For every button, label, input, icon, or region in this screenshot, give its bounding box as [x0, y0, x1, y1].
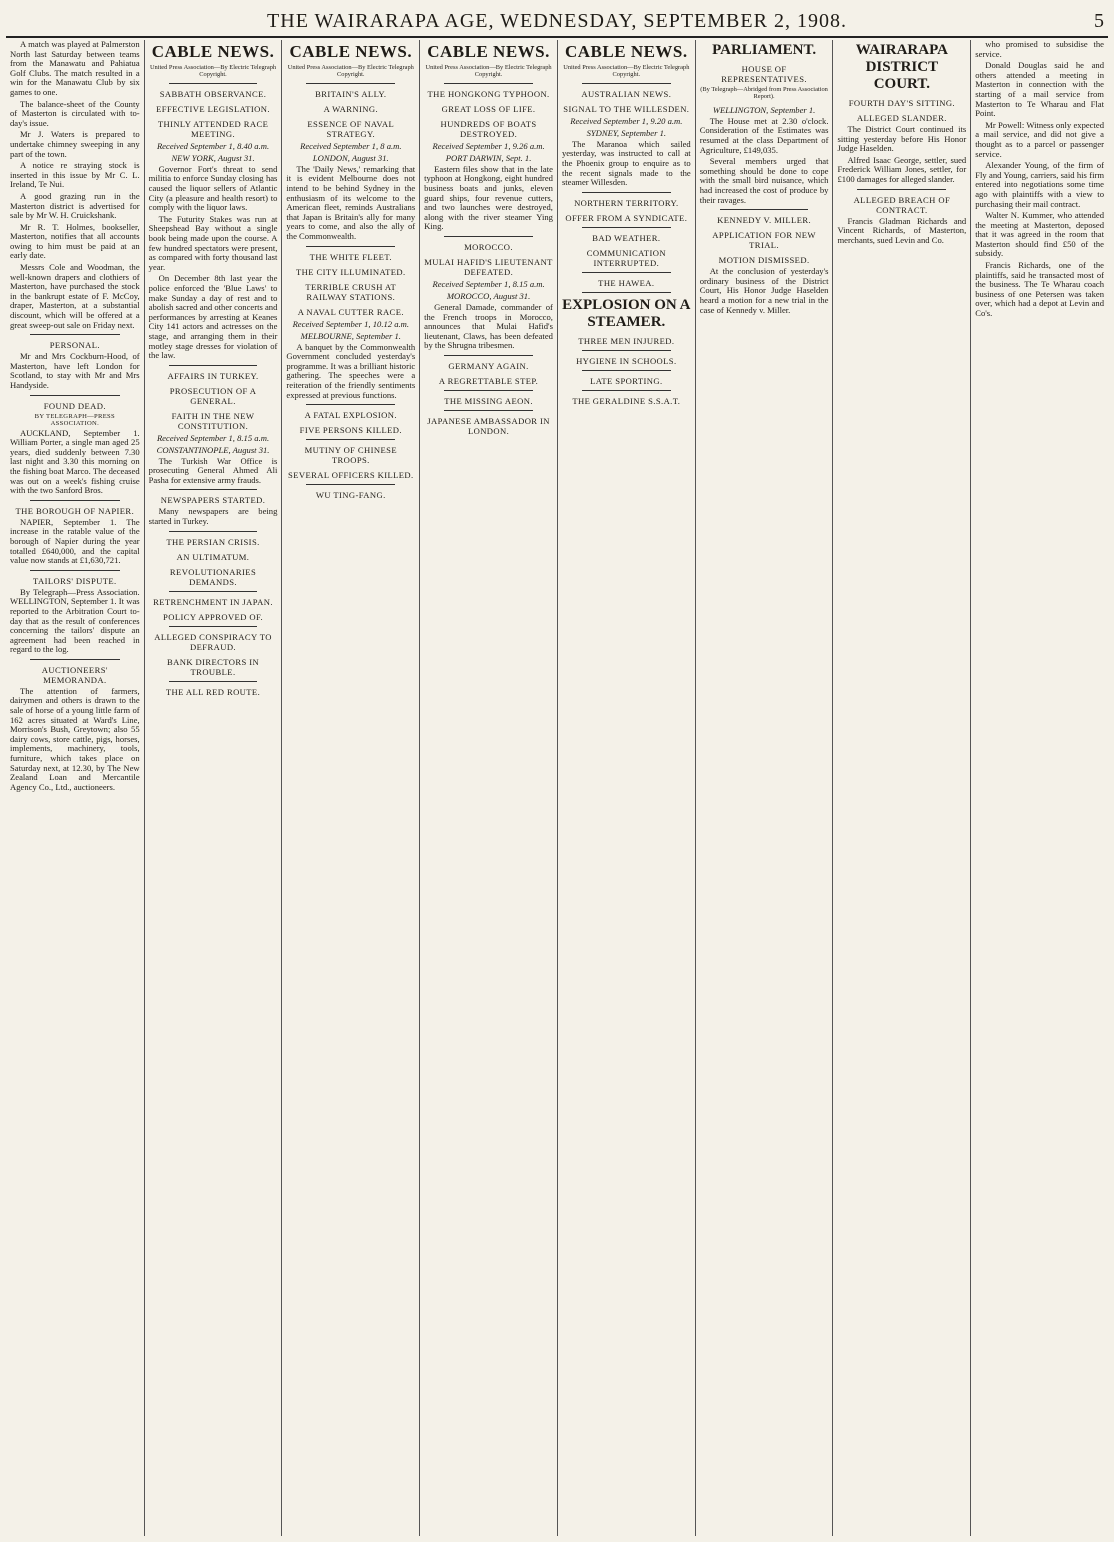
- article-heading: LATE SPORTING.: [590, 375, 663, 386]
- article-subheading: APPLICATION FOR NEW TRIAL.: [712, 230, 816, 251]
- received-line: Received September 1, 8 a.m.: [300, 140, 402, 151]
- divider: [444, 355, 533, 356]
- divider: [30, 659, 120, 660]
- received-line: Received September 1, 8.15 a.m.: [432, 278, 545, 289]
- column-header: CABLE NEWS.: [565, 42, 688, 61]
- divider: [30, 395, 120, 396]
- divider: [169, 626, 258, 627]
- section-heading: TAILORS' DISPUTE.: [33, 575, 117, 586]
- article-heading: WU TING-FANG.: [315, 490, 386, 501]
- divider: [444, 410, 533, 411]
- article-heading: THE HONGKONG TYPHOON.: [427, 88, 550, 99]
- paragraph: At the conclusion of yesterday's ordinary business of the District Court, His Honor Judge Haselden heard a motion for a new trial in the case of Kennedy v. Miller.: [699, 266, 829, 315]
- article-subheading: FOURTH DAY'S SITTING.: [848, 98, 955, 108]
- article-subheading: THINLY ATTENDED RACE MEETING.: [157, 118, 269, 139]
- paragraph: Donald Douglas said he and others attended a meeting in Masterton in connection with the starting of a mail service from Masterton to Te Wharau and Flat Point.: [975, 60, 1104, 119]
- paragraph: Alexander Young, of the firm of Fly and Young, carriers, said his firm entered into negotiations some time ago with plaintiffs with a view to purchasing their mail contract.: [975, 160, 1104, 209]
- paragraph: Many newspapers are being started in Turkey.: [148, 506, 278, 527]
- divider: [582, 370, 671, 371]
- article-subheading: MULAI HAFID'S LIEUTENANT DEFEATED.: [424, 256, 553, 277]
- paragraph: who promised to subsidise the service.: [975, 40, 1104, 59]
- divider: [582, 83, 671, 84]
- paragraph: The Futurity Stakes was run at Sheepshead Bay without a single book being made upon the course. A few hundred spectators were present, as compared with forty thousand last year.: [148, 213, 278, 272]
- received-line: Received September 1, 9.20 a.m.: [570, 115, 683, 126]
- article-subheading: A WARNING.: [323, 103, 379, 114]
- paragraph: The balance-sheet of the County of Masterton is circulated with to-day's issue.: [10, 98, 140, 128]
- dateline: MELBOURNE, September 1.: [300, 330, 401, 341]
- divider: [444, 390, 533, 391]
- article-subheading: THREE MEN INJURED.: [578, 335, 675, 346]
- article-heading: THE MISSING AEON.: [444, 395, 533, 406]
- article-subheading: HUNDREDS OF BOATS DESTROYED.: [440, 118, 537, 139]
- article-subheading: ESSENCE OF NAVAL STRATEGY.: [307, 118, 395, 139]
- divider: [306, 439, 395, 440]
- paragraph: Mr and Mrs Cockburn-Hood, of Masterton, have left London for Scotland, to stay with Mr and Mrs Handyside.: [10, 351, 140, 390]
- column-subhead: (By Telegraph—Abridged from Press Association Report).: [700, 86, 828, 101]
- divider: [582, 272, 671, 273]
- divider: [169, 531, 258, 532]
- article-heading: THE ALL RED ROUTE.: [165, 686, 261, 697]
- article-heading: ALLEGED BREACH OF CONTRACT.: [853, 194, 951, 215]
- dateline: NEW YORK, August 31.: [171, 152, 255, 163]
- dateline: WELLINGTON, September 1.: [712, 104, 816, 115]
- column-8: [970, 40, 1108, 1536]
- paragraph: AUCKLAND, September 1. William Porter, a single man aged 25 years, died suddenly between 7.30 last night and 3.30 this morning on the fishing boat Marco. The deceased was out on a week's fishing cruise with the two Sanford Bros.: [10, 427, 140, 496]
- divider: [720, 209, 809, 210]
- article-heading: THE GERALDINE S.S.A.T.: [572, 395, 681, 406]
- article-subheading: AN ULTIMATUM.: [176, 551, 250, 562]
- divider: [30, 570, 120, 571]
- divider: [169, 681, 258, 682]
- article-subheading: GREAT LOSS OF LIFE.: [441, 103, 536, 114]
- masthead-title: THE WAIRARAPA AGE, WEDNESDAY, SEPTEMBER 2, 1908.: [267, 10, 847, 32]
- column-7: [832, 40, 970, 1536]
- column-header: WAIRARAPA DISTRICT COURT.: [855, 42, 948, 92]
- page-number: 5: [1094, 10, 1104, 32]
- paragraph: The attention of farmers, dairymen and others is drawn to the sale of horse of a young little farm of 162 acres situated at Ward's Line, Morrison's Bush, Greytown; also 55 dairy cows, store cattle, pigs, horses, implements, machinery, tools, furniture, which takes place on Saturday next, at 12.30, by The New Zealand Loan and Mercantile Agency Co., Ltd., auctioneers.: [10, 685, 140, 792]
- dateline: CONSTANTINOPLE, August 31.: [156, 444, 270, 455]
- column-subhead: United Press Association—By Electric Telegraph Copyright.: [425, 64, 552, 79]
- divider: [169, 591, 258, 592]
- dateline: PORT DARWIN, Sept. 1.: [445, 152, 532, 163]
- article-heading: RETRENCHMENT IN JAPAN.: [153, 596, 273, 607]
- paragraph: The District Court continued its sitting yesterday before His Honor Judge Haselden.: [837, 124, 967, 154]
- paragraph: On December 8th last year the police enforced the 'Blue Laws' to make Sunday a day of rest and to abolish sacred and other concerts and performances by arresting at Keanes City 141 actors and actresses on the stage, and arranging them in their motley stage dresses for violation of the law.: [148, 273, 278, 361]
- article-subheading: A REGRETTABLE STEP.: [438, 375, 539, 386]
- divider: [306, 83, 395, 84]
- paragraph: General Damade, commander of the French troops in Morocco, announces that Mulai Hafid's lieutenant, Claws, has been defeated by the Shrugna tribesmen.: [424, 301, 553, 351]
- divider: [444, 83, 533, 84]
- article-subheading: TERRIBLE CRUSH AT RAILWAY STATIONS.: [305, 281, 397, 302]
- paragraph: Mr Powell: Witness only expected a mail service, and did not give a thought as to a parcel or passenger service.: [975, 119, 1104, 159]
- article-heading: THE WHITE FLEET.: [309, 251, 392, 262]
- article-heading: MOROCCO.: [464, 241, 513, 252]
- article-subheading: A NAVAL CUTTER RACE.: [297, 306, 404, 317]
- article-heading: MUTINY OF CHINESE TROOPS.: [304, 445, 397, 466]
- article-heading: BAD WEATHER.: [592, 232, 661, 243]
- column-header: PARLIAMENT.: [712, 42, 817, 58]
- column-header: CABLE NEWS.: [289, 42, 413, 61]
- paragraph: Governor Fort's threat to send militia to enforce Sunday closing has caused the liquor sellers of Atlantic City (a pleasure and health resort) to comply with the liquor laws.: [148, 163, 278, 213]
- paragraph: Messrs Cole and Woodman, the well-known drapers and clothiers of Masterton, have purchased the stock in the bankrupt estate of F. McCoy, draper, Masterton, at a substantial discount, which will be offered at a great sweep-out sale on Friday next.: [10, 262, 140, 330]
- paragraph: Francis Gladman Richards and Vincent Richards, of Masterton, merchants, sued Levin and Co.: [837, 215, 967, 245]
- divider: [582, 192, 671, 193]
- paragraph: The Maranoa which sailed yesterday, was instructed to call at the Phoenix group to enquire as to the recent signals made to the steamer Willesden.: [561, 138, 691, 188]
- article-subheading: COMMUNICATION INTERRUPTED.: [586, 247, 666, 268]
- article-subheading: REVOLUTIONARIES DEMANDS.: [169, 566, 257, 587]
- column-header: CABLE NEWS.: [427, 42, 550, 61]
- paragraph: A banquet by the Commonwealth Government concluded yesterday's programme. It was a brilliant historic gathering. The speeches were a reiteration of the friendly sentiments expressed at previous functions.: [286, 341, 416, 400]
- column-6: [695, 40, 833, 1536]
- article-subheading: POLICY APPROVED OF.: [163, 611, 263, 622]
- paragraph: Several members urged that something should be done to cope with the small bird nuisance, which had increased the cost of produce by their ravages.: [699, 156, 829, 205]
- received-line: Received September 1, 10.12 a.m.: [292, 318, 410, 329]
- article-heading: EXPLOSION ON A STEAMER.: [562, 296, 691, 330]
- divider: [306, 484, 395, 485]
- paragraph: A notice re straying stock is inserted in this issue by Mr C. L. Ireland, Te Nui.: [10, 160, 140, 190]
- dateline: LONDON, August 31.: [312, 152, 389, 163]
- divider: [582, 350, 671, 351]
- article-heading: AFFAIRS IN TURKEY.: [167, 370, 259, 381]
- article-subheading: ALLEGED SLANDER.: [856, 113, 947, 123]
- received-line: Received September 1, 8.40 a.m.: [156, 140, 270, 151]
- article-subheading: HOUSE OF REPRESENTATIVES.: [721, 64, 807, 84]
- article-subheading: SIGNAL TO THE WILLESDEN.: [563, 103, 690, 114]
- divider: [169, 489, 258, 490]
- article-subheading: BANK DIRECTORS IN TROUBLE.: [166, 656, 260, 677]
- paragraph: Walter N. Kummer, who attended the meeting at Masterton, deposed that it was agreed in the room that Masterton should find £50 of the subsidy.: [975, 210, 1104, 259]
- section-heading: FOUND DEAD.: [43, 400, 106, 411]
- column-5: [557, 40, 695, 1536]
- paragraph: Alfred Isaac George, settler, sued Frederick William Jones, settler, for £100 damages for alleged slander.: [837, 154, 967, 184]
- masthead: [6, 6, 1108, 38]
- article-heading: GERMANY AGAIN.: [448, 360, 529, 371]
- column-4: [419, 40, 557, 1536]
- divider: [306, 404, 395, 405]
- article-heading: HYGIENE IN SCHOOLS.: [576, 355, 677, 366]
- section-heading: AUCTIONEERS' MEMORANDA.: [41, 664, 108, 685]
- article-heading: SABBATH OBSERVANCE.: [159, 88, 267, 99]
- column-1: [6, 40, 144, 1536]
- article-heading: JAPANESE AMBASSADOR IN LONDON.: [427, 415, 550, 436]
- dateline: MOROCCO, August 31.: [446, 290, 531, 301]
- article-heading: NEWSPAPERS STARTED.: [160, 495, 266, 506]
- article-subheading: THE CITY ILLUMINATED.: [296, 266, 406, 277]
- paragraph: By Telegraph—Press Association. WELLINGTON, September 1. It was reported to the Arbitration Court to-day that as the result of conferences concerning the tailors' dispute an agreement had been reached in regard to the log.: [10, 586, 140, 655]
- divider: [169, 83, 258, 84]
- paragraph: The 'Daily News,' remarking that it is evident Melbourne does not intend to be behind Sydney in the enthusiasm of its welcome to the American fleet, reminds Australians that Japan is Britain's ally for many years to come, and also the ally of the Commonwealth.: [286, 163, 416, 241]
- divider: [582, 390, 671, 391]
- paragraph: The Turkish War Office is prosecuting General Ahmed Ali Pasha for extensive army frauds.: [148, 455, 278, 485]
- column-subhead: United Press Association—By Electric Telegraph Copyright.: [563, 64, 690, 79]
- paragraph: A match was played at Palmerston North last Saturday between teams from the Manawatu and Pahiatua Golf Clubs. The match resulted in a win for the Manawatu Club by six games to one.: [10, 40, 140, 97]
- section-heading: THE BOROUGH OF NAPIER.: [15, 505, 135, 516]
- divider: [582, 227, 671, 228]
- paragraph: The House met at 2.30 o'clock. Consideration of the Estimates was resumed at the class Department of Agriculture, £149,035.: [699, 115, 829, 155]
- column-header: CABLE NEWS.: [151, 42, 275, 61]
- article-heading: AUSTRALIAN NEWS.: [581, 88, 672, 99]
- column-subhead: United Press Association—By Electric Telegraph Copyright.: [149, 64, 277, 79]
- article-subheading: OFFER FROM A SYNDICATE.: [565, 212, 688, 223]
- paragraph: Francis Richards, one of the plaintiffs, said he transacted most of the business. The Te Wharau coach business of one Petersen was taken over, which had a depot at Levin and Co's.: [975, 260, 1104, 319]
- article-subheading: FIVE PERSONS KILLED.: [299, 425, 402, 436]
- article-heading: THE PERSIAN CRISIS.: [166, 536, 260, 547]
- divider: [30, 500, 120, 501]
- divider: [857, 189, 946, 190]
- paragraph: Mr J. Waters is prepared to undertake chimney sweeping in any part of the town.: [10, 129, 140, 159]
- article-subheading: SEVERAL OFFICERS KILLED.: [288, 470, 414, 481]
- section-heading: PERSONAL.: [49, 340, 100, 351]
- article-heading: NORTHERN TERRITORY.: [574, 197, 679, 208]
- paragraph: NAPIER, September 1. The increase in the ratable value of the borough of Napier during the year totalled £640,000, and the capital value now stands at £1,630,721.: [10, 516, 140, 566]
- column-2: [144, 40, 282, 1536]
- divider: [169, 365, 258, 366]
- article-heading: BRITAIN'S ALLY.: [315, 88, 387, 99]
- paragraph: Eastern files show that in the late typhoon at Hongkong, eight hundred business boats and junks, eleven guard ships, four revenue cutters, and two launches were destroyed, along with the river steamer Ying King.: [424, 163, 553, 232]
- paragraph: A good grazing run in the Masterton district is advertised for sale by Mr W. H. Cruickshank.: [10, 190, 140, 221]
- received-line: Received September 1, 9.26 a.m.: [432, 140, 545, 151]
- divider: [444, 236, 533, 237]
- article-heading: A FATAL EXPLOSION.: [304, 410, 397, 421]
- article-heading: THE HAWEA.: [598, 277, 655, 288]
- divider: [30, 334, 120, 335]
- article-heading: KENNEDY V. MILLER.: [717, 215, 812, 226]
- column-3: [281, 40, 419, 1536]
- article-subheading: MOTION DISMISSED.: [718, 255, 810, 266]
- article-subheading: PROSECUTION OF A GENERAL.: [169, 385, 257, 406]
- divider: [306, 246, 395, 247]
- dateline: SYDNEY, September 1.: [586, 127, 667, 138]
- columns: [6, 40, 1108, 1536]
- paragraph: Mr R. T. Holmes, bookseller, Masterton, notifies that all accounts owing to him must be paid at an early date.: [10, 221, 140, 261]
- article-heading: ALLEGED CONSPIRACY TO DEFRAUD.: [154, 631, 272, 652]
- byline: BY TELEGRAPH—PRESS ASSOCIATION.: [34, 412, 115, 427]
- article-subheading: EFFECTIVE LEGISLATION.: [156, 103, 270, 114]
- article-subheading: FAITH IN THE NEW CONSTITUTION.: [171, 410, 255, 431]
- received-line: Received September 1, 8.15 a.m.: [156, 432, 270, 443]
- divider: [582, 292, 671, 293]
- column-subhead: United Press Association—By Electric Telegraph Copyright.: [287, 64, 414, 79]
